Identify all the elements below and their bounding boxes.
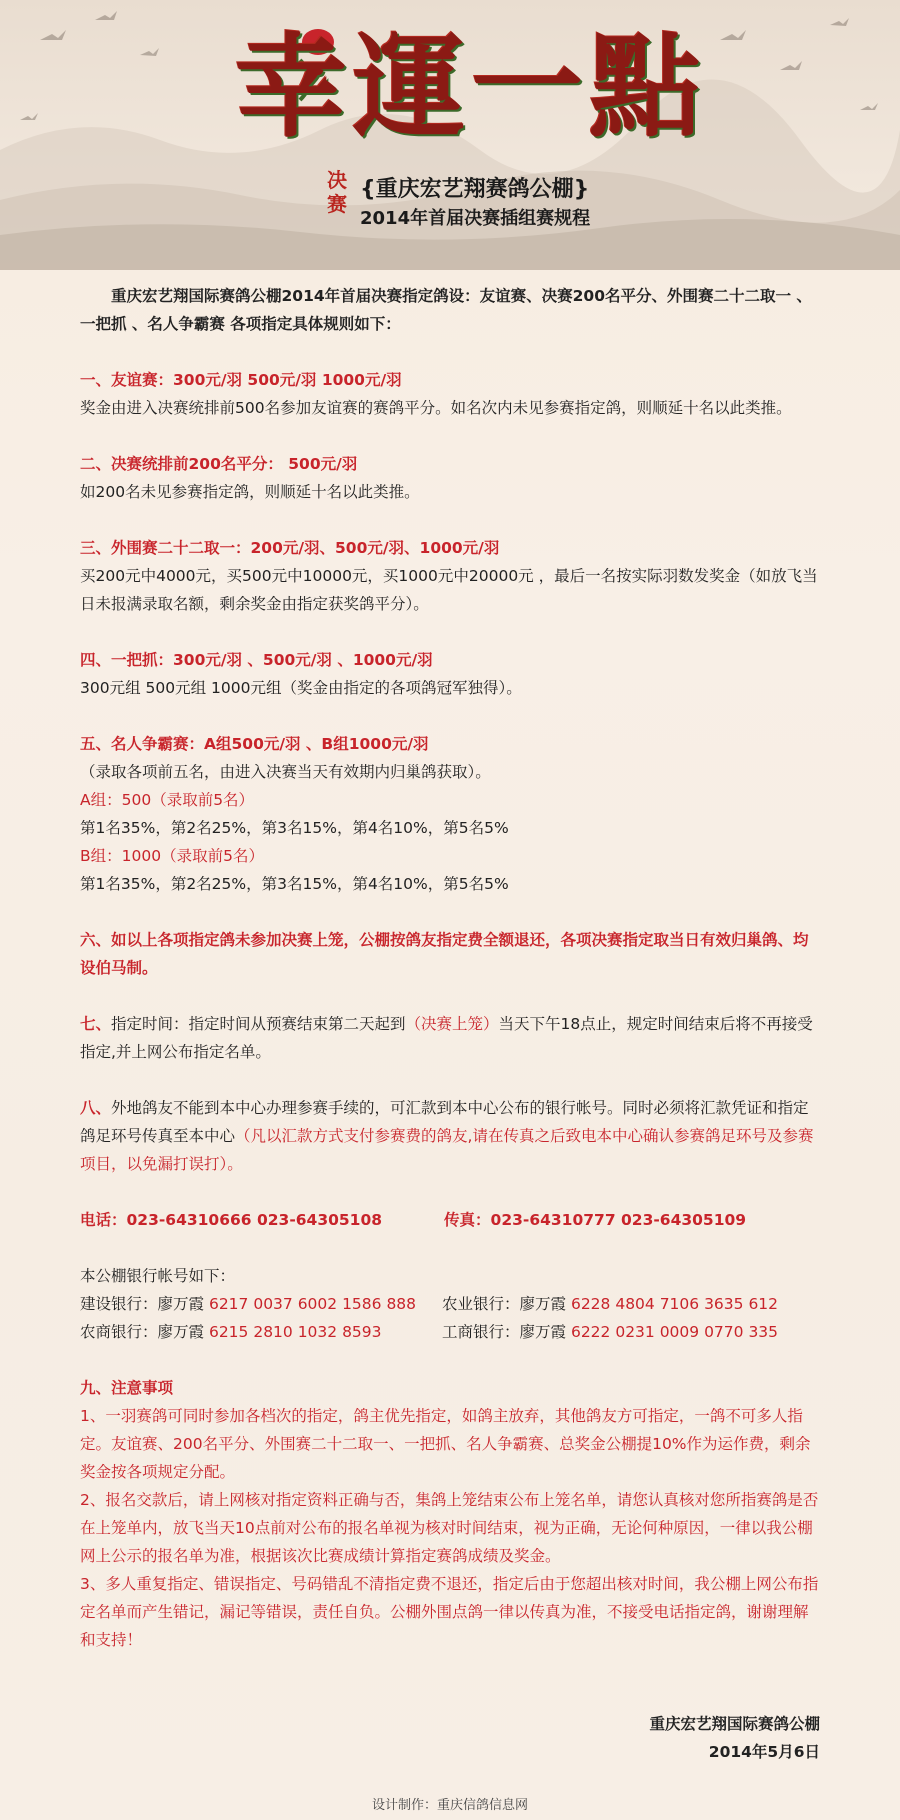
section-8-text: 八、外地鸽友不能到本中心办理参赛手续的，可汇款到本中心公布的银行帐号。同时必须将汇款凭证和指定鸽足环号传真至本中心（凡以汇款方式支付参赛费的鸽友,请在传真之后致电本中心确认参赛鸽足环号及参赛项目，以免漏打误打）。 <box>80 1099 814 1173</box>
notice-item-2: 2、报名交款后，请上网核对指定资料正确与否，集鸽上笼结束公布上笼名单，请您认真核对您所指赛鸽是否在上笼单内，放飞当天10点前对公布的报名单视为核对时间结束，视为正确，无论何种原因，一律以我公棚网上公示的报名单为准，根据该次比赛成绩计算指定赛鸽成绩及奖金。 <box>80 1491 819 1565</box>
fax-numbers: 传真：023-64310777 023-64305109 <box>444 1211 747 1229</box>
section-7-label: 七、 <box>80 1015 112 1033</box>
signature-org: 重庆宏艺翔国际赛鸽公棚 <box>649 1715 820 1733</box>
section-3-text: 买200元中4000元，买500元中10000元，买1000元中20000元 ，最后一名按实际羽数发奖金（如放飞当日未报满录取名额，剩余奖金由指定获奖鸽平分）。 <box>80 567 818 613</box>
section-4-title: 四、一把抓：300元/羽 、500元/羽 、1000元/羽 <box>80 651 433 669</box>
bank-account-number: 6228 4804 7106 3635 612 <box>570 1295 779 1313</box>
section-1-title: 一、友谊赛：300元/羽 500元/羽 1000元/羽 <box>80 371 402 389</box>
bank-row: 建设银行：廖万霞 6217 0037 6002 1586 888 农业银行：廖万霞 6228 4804 7106 3635 612 <box>80 1295 779 1313</box>
section-4-text: 300元组 500元组 1000元组（奖金由指定的各项鸽冠军独得）。 <box>80 679 522 697</box>
notice-item-1: 1、一羽赛鸽可同时参加各档次的指定，鸽主优先指定，如鸽主放弃，其他鸽友方可指定，一鸽不可多人指定。友谊赛、200名平分、外围赛二十二取一、一把抓、名人争霸赛、总奖金公棚提10%作为运作费，剩余奖金按各项规定分配。 <box>80 1407 811 1481</box>
rules-title: 2014年首届决赛插组赛规程 <box>360 208 591 229</box>
header-banner <box>0 0 900 270</box>
group-b-distribution: 第1名35%，第2名25%，第3名15%，第4名10%，第5名5% <box>80 875 509 893</box>
section-5-text: （录取各项前五名，由进入决赛当天有效期内归巢鸽获取）。 <box>80 763 491 781</box>
bank-account-number: 6215 2810 1032 8593 <box>208 1323 382 1341</box>
section-3-title: 三、外围赛二十二取一：200元/羽、500元/羽、1000元/羽 <box>80 539 500 557</box>
bank-account-number: 6222 0231 0009 0770 335 <box>570 1323 779 1341</box>
rules-content <box>80 282 820 1766</box>
intro-paragraph: 重庆宏艺翔国际赛鸽公棚2014年首届决赛指定鸽设：友谊赛、决赛200名平分、外围赛二十二取一 、一把抓 、名人争霸赛 各项指定具体规则如下： <box>80 287 812 333</box>
section-7-text: 七、指定时间：指定时间从预赛结束第二天起到（决赛上笼）当天下午18点止，规定时间结束后将不再接受指定,并上网公布指定名单。 <box>80 1015 813 1061</box>
section-2-title: 二、决赛统排前200名平分： 500元/羽 <box>80 455 358 473</box>
loft-name: {重庆宏艺翔赛鸽公棚} <box>360 177 590 202</box>
bank-title: 本公棚银行帐号如下： <box>80 1267 236 1285</box>
section-8-label: 八、 <box>80 1099 112 1117</box>
section-9-title: 九、注意事项 <box>80 1379 174 1397</box>
bank-account-number: 6217 0037 6002 1586 888 <box>208 1295 417 1313</box>
section-6-title: 六、如以上各项指定鸽未参加决赛上笼，公棚按鸽友指定费全额退还，各项决赛指定取当日有效归巢鸽、均设伯马制。 <box>80 931 809 977</box>
section-5-title: 五、名人争霸赛：A组500元/羽 、B组1000元/羽 <box>80 735 429 753</box>
final-badge: 决赛 <box>327 168 347 216</box>
group-a-label: A组：500（录取前5名） <box>80 791 255 809</box>
section-1-text: 奖金由进入决赛统排前500名参加友谊赛的赛鸽平分。如名次内未见参赛指定鸽，则顺延十名以此类推。 <box>80 399 792 417</box>
signature-date: 2014年5月6日 <box>708 1743 820 1761</box>
contact-numbers <box>80 1206 820 1234</box>
notice-item-3: 3、多人重复指定、错误指定、号码错乱不清指定费不退还，指定后由于您超出核对时间，我公棚上网公布指定名单而产生错记，漏记等错误，责任自负。公棚外围点鸽一律以传真为准，不接受电话指定鸽，谢谢理解和支持！ <box>80 1575 819 1649</box>
bank-row: 农商银行：廖万霞 6215 2810 1032 8593 工商银行：廖万霞 6222 0231 0009 0770 335 <box>80 1323 779 1341</box>
group-a-distribution: 第1名35%，第2名25%，第3名15%，第4名10%，第5名5% <box>80 819 509 837</box>
section-2-text: 如200名未见参赛指定鸽，则顺延十名以此类推。 <box>80 483 420 501</box>
calligraphy-title: 幸運一點 <box>235 22 707 153</box>
group-b-label: B组：1000（录取前5名） <box>80 847 264 865</box>
phone-numbers: 电话：023-64310666 023-64305108 <box>80 1211 383 1229</box>
footer-credit: 设计制作：重庆信鸽信息网 <box>371 1798 528 1813</box>
